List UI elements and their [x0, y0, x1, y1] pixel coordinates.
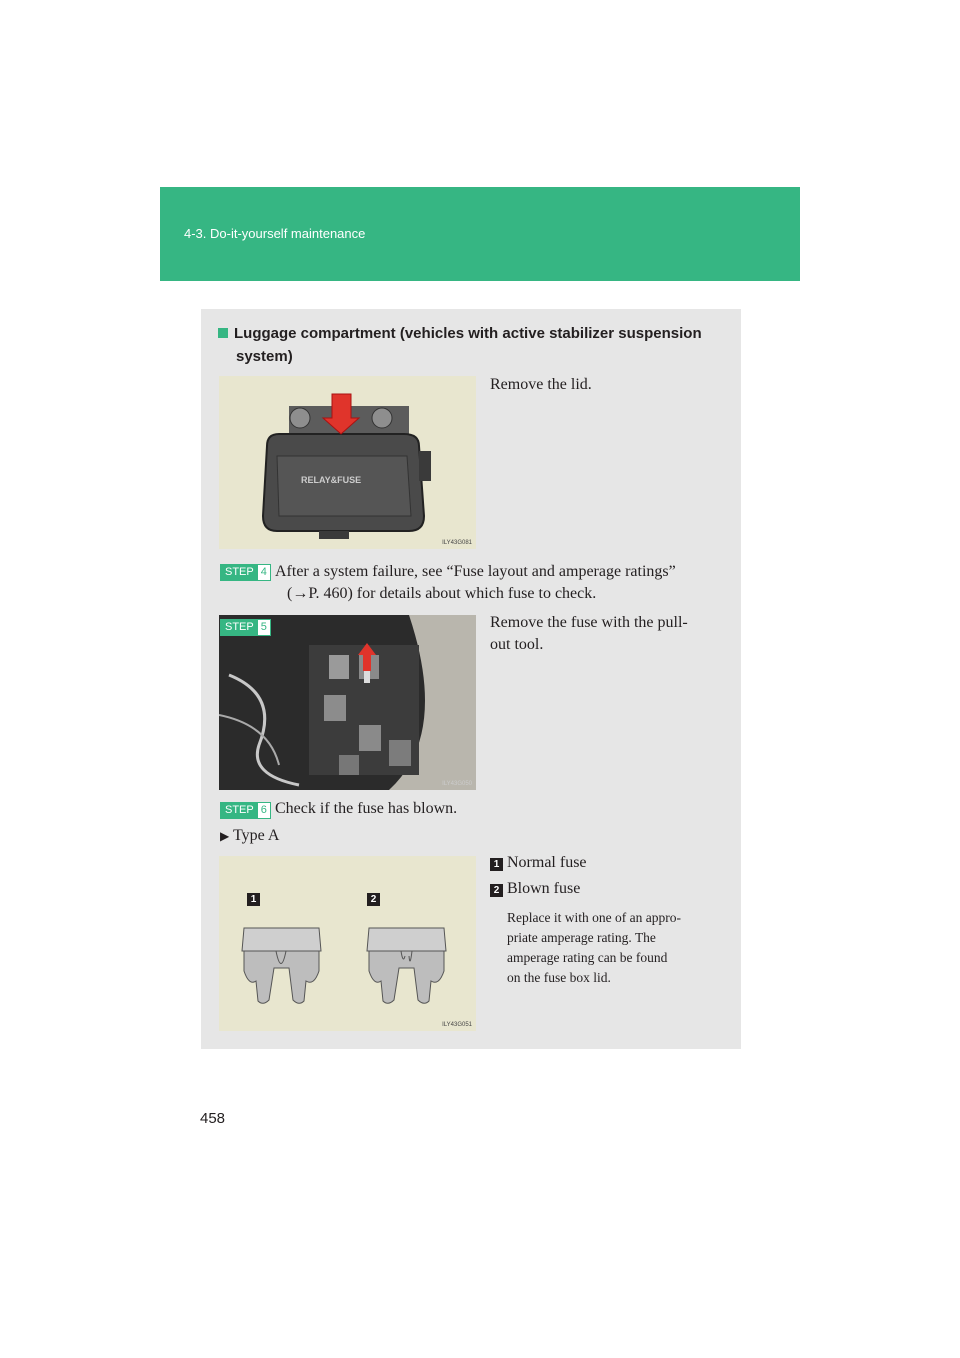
fuse-marker-1: 1: [247, 893, 260, 906]
fuse-comparison-illustration: [219, 856, 476, 1031]
step6-badge: STEP 6: [220, 800, 271, 819]
section-header-bar: [160, 187, 800, 281]
section-title: 4-3. Do-it-yourself maintenance: [184, 226, 366, 241]
type-a-label: ▶ Type A: [220, 827, 280, 844]
step3-text: Remove the lid.: [490, 376, 592, 393]
lid-label-text: RELAY&FUSE: [301, 475, 362, 485]
fuse-comparison-drawing: [219, 856, 476, 1031]
step4-badge: STEP 4: [220, 562, 271, 581]
fuse-note: Replace it with one of an appro- priate amperage rating. The amperage rating can be found on the fuse box lid.: [507, 910, 681, 985]
section-heading: Luggage compartment (vehicles with active stabilizer suspension system): [218, 322, 728, 368]
fuse-box-lid-illustration: [219, 376, 476, 549]
fuse-marker-2: 2: [367, 893, 380, 906]
fuse-box-lid-drawing: [219, 376, 476, 549]
normal-fuse-drawing: [242, 928, 321, 1003]
image-code: ILY43G050: [442, 781, 472, 787]
number-badge-1: 1: [490, 858, 503, 871]
step5-text-line1: Remove the fuse with the pull-: [490, 614, 688, 631]
step5-badge: STEP 5: [220, 617, 271, 636]
step4-text-line1: After a system failure, see “Fuse layout and amperage ratings”: [275, 563, 676, 580]
triangle-bullet-icon: ▶: [220, 829, 230, 843]
number-badge-2: 2: [490, 884, 503, 897]
step5-text-line2: out tool.: [490, 636, 544, 653]
fuse-box-engine-drawing: [219, 615, 476, 790]
heading-square-icon: [218, 328, 228, 338]
page-number: 458: [200, 1110, 226, 1127]
fuse-legend-normal: 1 Normal fuse: [490, 852, 587, 874]
fuse-box-engine-photo: [219, 615, 476, 790]
step4-text-line2: (→P. 460) for details about which fuse to check.: [287, 585, 597, 602]
image-code: ILY43G051: [442, 1022, 472, 1028]
fuse-legend-blown: 2 Blown fuse: [490, 878, 580, 900]
step6-text: Check if the fuse has blown.: [275, 800, 458, 817]
image-code: ILY43G081: [442, 540, 472, 546]
blown-fuse-drawing: [367, 928, 446, 1003]
